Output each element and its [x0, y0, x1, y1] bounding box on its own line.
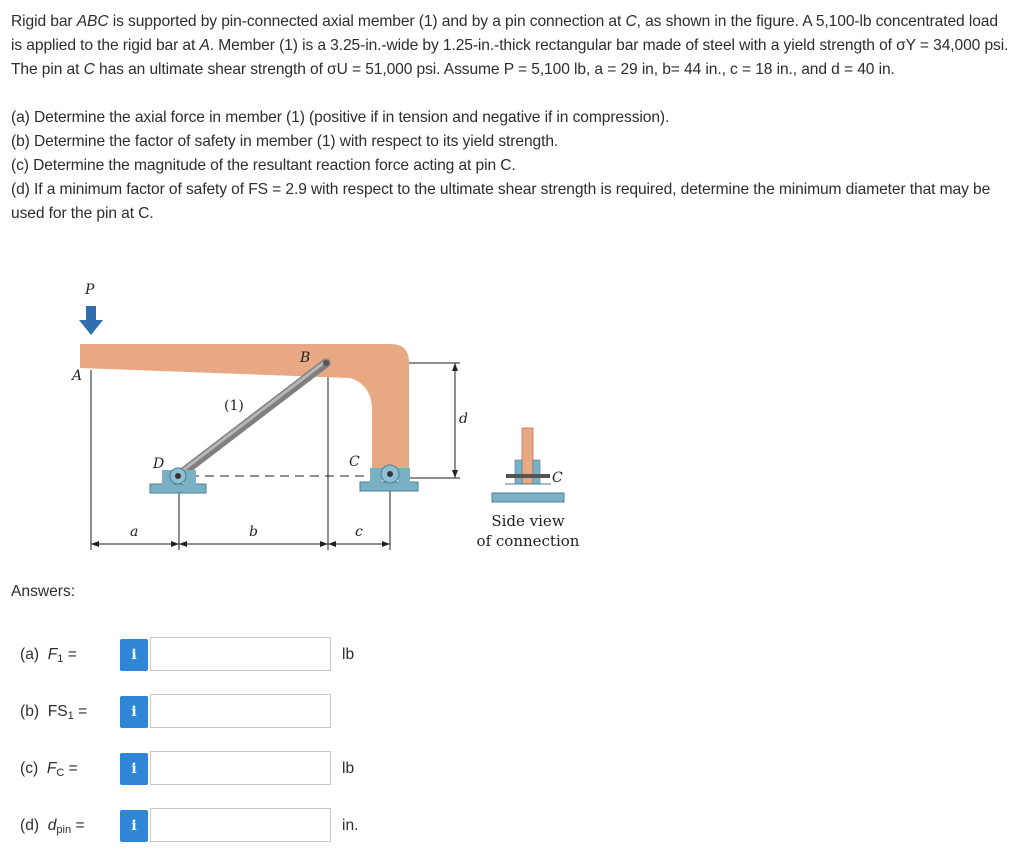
label-point-b: B: [300, 350, 311, 366]
answer-label-b: (b) $FS_1$ =: [20, 703, 88, 722]
answers-heading: Answers:: [11, 583, 76, 600]
answer-unit-a: lb: [342, 646, 355, 663]
problem-figure: [60, 270, 620, 570]
info-icon[interactable]: i: [120, 810, 148, 842]
answer-unit-d: in.: [342, 817, 359, 834]
question-part-d: (d) If a minimum factor of safety of FS = 2.9 with respect to the ultimate shear strength is required, determine the minimum diameter that may be used for the pin at C.: [11, 181, 991, 222]
side-view-label-c: C: [552, 470, 563, 486]
answer-input-c[interactable]: [150, 751, 331, 785]
answer-row-c: [0, 751, 600, 787]
info-icon[interactable]: i: [120, 639, 148, 671]
answer-input-a[interactable]: [150, 637, 331, 671]
question-part-a: (a) Determine the axial force in member (1) (positive if in tension and negative if in compression).: [11, 109, 670, 126]
label-p: P: [85, 282, 95, 298]
label-point-c: C: [349, 454, 360, 470]
problem-statement: [11, 10, 1011, 226]
label-dim-a: a: [130, 524, 139, 540]
answer-row-a: [0, 637, 600, 673]
side-view-caption-1: Side view: [491, 512, 565, 530]
support-c: [360, 465, 418, 491]
label-point-a: A: [72, 368, 83, 384]
load-arrow: [79, 306, 103, 335]
label-member-1: (1): [224, 398, 244, 414]
info-icon[interactable]: i: [120, 753, 148, 785]
answer-input-b[interactable]: [150, 694, 331, 728]
label-dim-b: b: [249, 524, 258, 540]
answer-row-d: [0, 808, 600, 844]
question-part-c: (c) Determine the magnitude of the resultant reaction force acting at pin C.: [11, 157, 516, 174]
member-1: [178, 363, 326, 476]
side-view-caption-2: of connection: [476, 532, 580, 550]
info-icon[interactable]: i: [120, 696, 148, 728]
label-dim-d: d: [459, 411, 468, 427]
answer-label-c: (c) $F_C$ =: [20, 760, 78, 779]
label-dim-c: c: [355, 524, 363, 540]
label-point-d: D: [153, 456, 165, 472]
question-part-b: (b) Determine the factor of safety in member (1) with respect to its yield strength.: [11, 133, 559, 150]
answer-row-b: [0, 694, 600, 730]
answer-label-d: (d) $d_{pin}$ =: [20, 817, 85, 836]
answer-unit-c: lb: [342, 760, 355, 777]
side-view-connection: [492, 428, 564, 502]
answer-input-d[interactable]: [150, 808, 331, 842]
answer-label-a: (a) $F_1$ =: [20, 646, 77, 665]
problem-intro: Rigid bar ABC is supported by pin-connected axial member (1) and by a pin connection at C, as shown in the figure. A 5,100-lb concentrated load is applied to the rigid bar at A. Member (1) is a 3.25-in.-wide by 1.25-in.-thick rectangular bar made of steel with a yield strength of σY = 34,000 psi. The pin at C has an ultimate shear strength of σU = 51,000 psi. Assume P = 5,100 lb, a = 29 in, b= 44 in., c = 18 in., and d = 40 in.: [11, 13, 1009, 78]
